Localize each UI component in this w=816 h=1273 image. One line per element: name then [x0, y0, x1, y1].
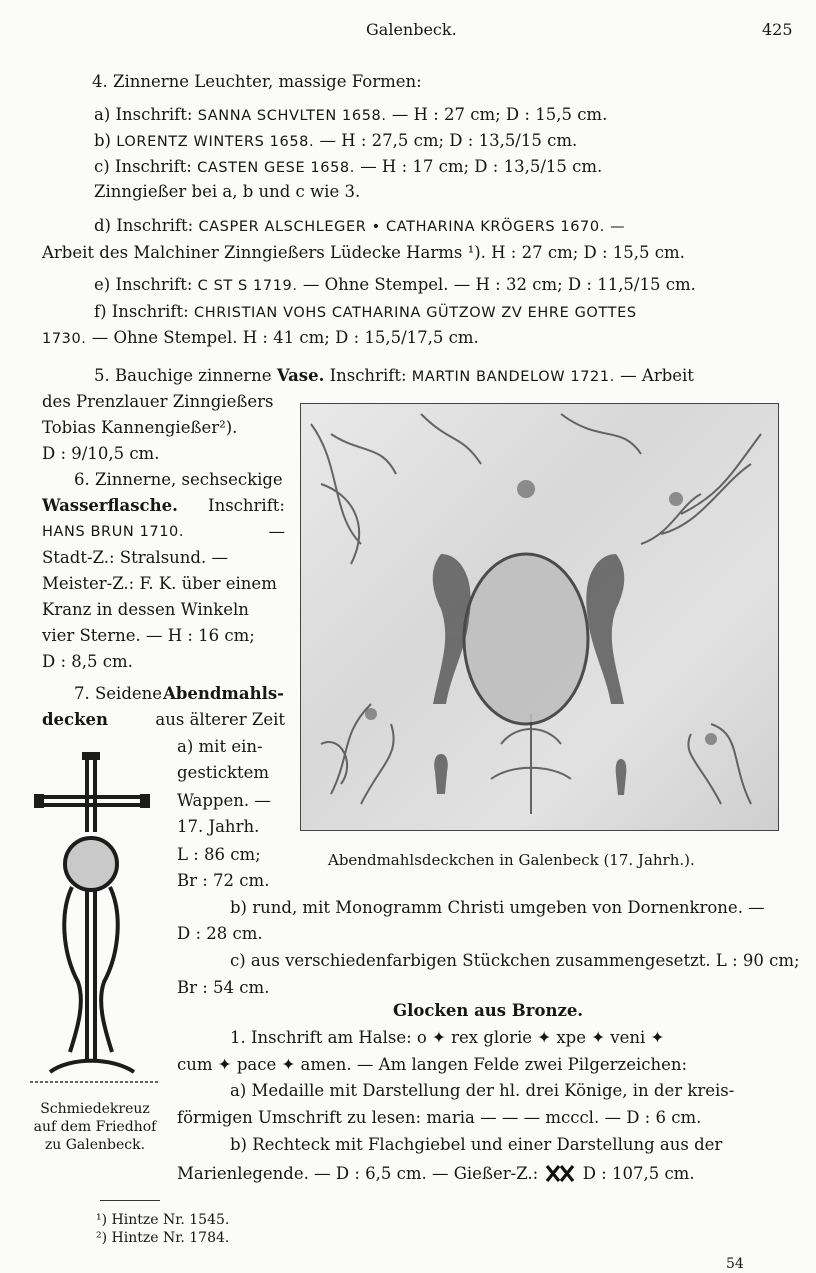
item-4d-inscription: CASPER ALSCHLEGER • CATHARINA KRÖGERS 1670. —	[198, 219, 626, 235]
cross-drawing	[30, 752, 160, 1087]
item-4d-label: d) Inschrift:	[94, 216, 194, 235]
item-4c	[94, 157, 602, 178]
item-5-label: Inschrift:	[329, 366, 407, 385]
founder-mark-icon	[543, 1163, 577, 1183]
item-6-line4: Stadt-Z.: Stralsund. —	[42, 548, 228, 567]
item-4e-label: e) Inschrift:	[94, 275, 193, 294]
item-6-line3	[42, 522, 285, 542]
bell-1a-line2: förmigen Umschrift zu lesen: maria — — — mcccl. — D : 6 cm.	[177, 1108, 702, 1127]
item-5-title: Vase.	[276, 366, 325, 385]
item-6-line5: Meister-Z.: F. K. über einem	[42, 574, 277, 593]
item-4c-label: c) Inschrift:	[94, 157, 192, 176]
item-4a-label: a) Inschrift:	[94, 105, 193, 124]
item-7-line2	[42, 710, 285, 730]
item-7a-6: Br : 72 cm.	[177, 871, 270, 890]
item-4b-dims: — H : 27,5 cm; D : 13,5/15 cm.	[319, 131, 578, 150]
item-6-dash: —	[268, 522, 285, 541]
item-4f-inscription: CHRISTIAN VOHS CATHARINA GÜTZOW ZV EHRE GOTTES	[193, 305, 637, 321]
item-4-intro: 4. Zinnerne Leuchter, massige Formen:	[92, 72, 422, 91]
item-4e	[94, 275, 696, 296]
item-5-inscription: MARTIN BANDELOW 1721.	[411, 369, 615, 385]
running-title: Galenbeck.	[366, 20, 457, 39]
item-7c: c) aus verschiedenfarbigen Stückchen zusammengesetzt. L : 90 cm;	[230, 951, 800, 970]
item-4f-cont	[42, 328, 479, 349]
item-7-title-b: decken	[42, 710, 109, 729]
bell-1b-text: Marienlegende. — D : 6,5 cm. — Gießer-Z.:	[177, 1164, 539, 1183]
item-6-line6: Kranz in dessen Winkeln	[42, 600, 249, 619]
cross-illustration	[30, 752, 160, 1087]
item-6-line8: D : 8,5 cm.	[42, 652, 133, 671]
item-4a-inscription: SANNA SCHVLTEN 1658.	[197, 108, 387, 124]
item-6-line2	[42, 496, 285, 516]
item-7-title-a: Abendmahls-	[163, 684, 284, 703]
bell-1b-line1: b) Rechteck mit Flachgiebel und einer Darstellung aus der	[230, 1135, 723, 1154]
footnote-1: ¹) Hintze Nr. 1545.	[96, 1212, 230, 1228]
item-5-line3: Tobias Kannengießer²).	[42, 418, 238, 437]
item-7b: b) rund, mit Monogramm Christi umgeben von Dornenkrone. —	[230, 898, 765, 917]
item-6-line1: 6. Zinnerne, sechseckige	[74, 470, 283, 489]
item-4c-dims: — H : 17 cm; D : 13,5/15 cm.	[360, 157, 603, 176]
item-6-label: Inschrift:	[208, 496, 285, 515]
item-5-line2: des Prenzlauer Zinngießers	[42, 392, 274, 411]
cloth-embroidery-image	[301, 404, 778, 830]
item-7-period: aus älterer Zeit	[155, 710, 285, 729]
item-4d-cont: Arbeit des Malchiner Zinngießers Lüdecke Harms ¹). H : 27 cm; D : 15,5 cm.	[42, 243, 685, 262]
item-4f-year: 1730.	[42, 331, 87, 347]
item-7a-5: L : 86 cm;	[177, 845, 261, 864]
bells-heading: Glocken aus Bronze.	[393, 1001, 584, 1020]
cross-caption	[20, 1100, 170, 1154]
bell-1a-line1: a) Medaille mit Darstellung der hl. drei Könige, in der kreis-	[230, 1081, 735, 1100]
cross-caption-line2: auf dem Friedhof	[33, 1119, 157, 1135]
signature-mark: 54	[726, 1256, 744, 1272]
item-7-line1	[74, 684, 284, 704]
footnote-rule	[100, 1200, 160, 1201]
page-number: 425	[762, 20, 793, 39]
item-7a-4: 17. Jahrh.	[177, 817, 260, 836]
item-4f	[94, 302, 637, 323]
item-7-intro: 7. Seidene	[74, 684, 163, 703]
photo-caption: Abendmahlsdeckchen in Galenbeck (17. Jahrh.).	[328, 851, 695, 869]
item-5-tail: — Arbeit	[620, 366, 694, 385]
item-4a-dims: — H : 27 cm; D : 15,5 cm.	[391, 105, 608, 124]
item-4b	[94, 131, 577, 152]
bell-1-line2: cum ✦ pace ✦ amen. — Am langen Felde zwei Pilgerzeichen:	[177, 1055, 688, 1074]
cloth-photo	[300, 403, 779, 831]
item-6-inscription: HANS BRUN 1710.	[42, 524, 185, 540]
item-5-line1	[94, 366, 694, 387]
cross-caption-line3: zu Galenbeck.	[44, 1137, 146, 1153]
footnote-2: ²) Hintze Nr. 1784.	[96, 1230, 230, 1246]
bell-1-line1: 1. Inschrift am Halse: o ✦ rex glorie ✦ xpe ✦ veni ✦	[230, 1028, 665, 1047]
bell-1b-line2	[177, 1163, 695, 1184]
item-5-intro: 5. Bauchige zinnerne	[94, 366, 272, 385]
cross-caption-line1: Schmiedekreuz	[40, 1101, 150, 1117]
item-4c-note: Zinngießer bei a, b und c wie 3.	[94, 182, 361, 201]
bell-1b-diameter: D : 107,5 cm.	[582, 1164, 695, 1183]
item-4e-dims: — Ohne Stempel. — H : 32 cm; D : 11,5/15 cm.	[302, 275, 696, 294]
item-7a-2: gesticktem	[177, 763, 269, 782]
item-4b-label: b)	[94, 131, 111, 150]
item-4e-inscription: C ST S 1719.	[197, 278, 298, 294]
item-4c-inscription: CASTEN GESE 1658.	[197, 160, 355, 176]
item-4d	[94, 216, 625, 237]
item-6-line7: vier Sterne. — H : 16 cm;	[42, 626, 255, 645]
item-7b-2: D : 28 cm.	[177, 924, 263, 943]
item-6-title: Wasserflasche.	[42, 496, 178, 515]
item-4b-inscription: LORENTZ WINTERS 1658.	[116, 134, 315, 150]
item-5-line4: D : 9/10,5 cm.	[42, 444, 160, 463]
item-7c-2: Br : 54 cm.	[177, 978, 270, 997]
item-4f-dims: — Ohne Stempel. H : 41 cm; D : 15,5/17,5 cm.	[91, 328, 479, 347]
item-4a	[94, 105, 607, 126]
item-7a-1: a) mit ein-	[177, 737, 263, 756]
item-4f-label: f) Inschrift:	[94, 302, 189, 321]
item-7a-3: Wappen. —	[177, 791, 271, 810]
